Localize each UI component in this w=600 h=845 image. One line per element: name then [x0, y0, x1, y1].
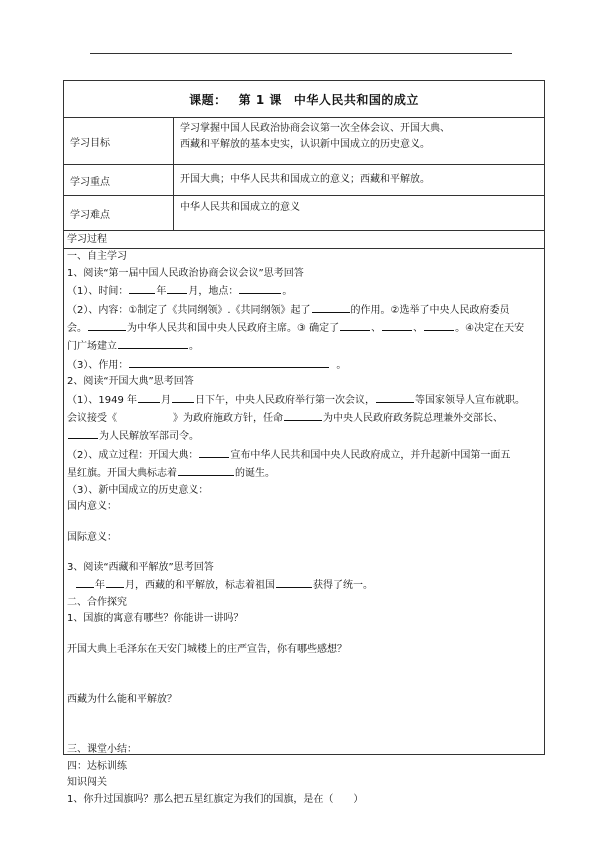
- q1-2-text-g: 。④决定在天安: [455, 323, 525, 335]
- q1-2-text-f: 、: [413, 323, 424, 335]
- goal-label: 学习目标: [64, 118, 174, 164]
- title-row: [64, 81, 544, 118]
- question-1-3: [67, 356, 541, 374]
- q1-2-text-d: 为中华人民共和国中央人民政府主席。③ 确定了: [127, 323, 340, 335]
- lesson-number: 第 1 课: [238, 92, 282, 107]
- question-2-1-end: [67, 427, 541, 445]
- q1-1-text-a: （1）、时间：: [67, 286, 129, 298]
- question-1-2: [67, 301, 541, 319]
- q2-1-text-a: （1）、1949 年: [67, 394, 137, 406]
- learning-process: [64, 231, 544, 805]
- q1-2-text-e: 、: [371, 323, 382, 335]
- lesson-plan-table: [63, 80, 545, 805]
- question-2-2-cont: [67, 464, 541, 482]
- q2-2-text-c: 星红旗。开国大典标志着: [67, 468, 177, 480]
- q2-2-text-b: 宣布中华人民共和国中央人民政府成立，并升起新中国第一面五: [230, 449, 511, 461]
- fill-blank[interactable]: [376, 391, 414, 403]
- fill-blank[interactable]: [118, 337, 188, 349]
- q2-2-text-d: 的诞生。: [235, 468, 275, 480]
- goal-line-1: 学习掌握中国人民政治协商会议第一次全体会议、开国大典、: [180, 123, 450, 134]
- q3-text-c: 获得了统一。: [313, 580, 373, 592]
- fill-blank[interactable]: [129, 282, 155, 294]
- fill-blank[interactable]: [129, 356, 329, 368]
- q1-1-text-b: 年: [156, 286, 167, 298]
- difficulty-text: 中华人民共和国成立的意义: [180, 202, 300, 213]
- section-self-study: 一、自主学习: [67, 251, 127, 263]
- question-3: [67, 576, 541, 594]
- goal-row: [64, 118, 544, 165]
- question-2-2: [67, 446, 541, 464]
- fill-blank[interactable]: [199, 446, 229, 458]
- q1-2-text-h: 门广场建立: [67, 341, 117, 353]
- goal-text: [174, 118, 544, 164]
- focus-text: 开国大典；中华人民共和国成立的意义；西藏和平解放。: [180, 174, 430, 185]
- q1-2-text-b: 的作用。②选举了中央人民政府委员: [350, 304, 510, 316]
- q3-text-b: 月，西藏的和平解放，标志着祖国: [125, 580, 275, 592]
- question-2-title: 2、阅读“开国大典”思考回答: [67, 376, 194, 388]
- fill-blank[interactable]: [88, 319, 126, 331]
- knowledge-question-1: 1、你升过国旗吗？那么把五星红旗定为我们的国旗，是在（ ）: [67, 793, 364, 805]
- difficulty-label: 学习难点: [64, 196, 174, 230]
- question-1-2-end: [67, 337, 541, 355]
- process-heading: 学习过程: [64, 232, 544, 249]
- q1-2-text-c: 会。: [67, 323, 87, 335]
- goal-line-2: 西藏和平解放的基本史实，认识新中国成立的历史意义。: [180, 139, 430, 150]
- q2-1-text-c: 日下午，中央人民政府举行第一次会议，: [195, 394, 375, 406]
- fill-blank[interactable]: [382, 319, 412, 331]
- q1-3-text-a: （3）、作用：: [67, 359, 129, 371]
- question-2-1-cont: [67, 409, 541, 427]
- q1-2-text-i: 。: [189, 341, 199, 353]
- cooperation-question-1: 1、国旗的寓意有哪些？你能讲一讲吗？: [67, 613, 244, 625]
- fill-blank[interactable]: [138, 391, 160, 403]
- q2-2-text-a: （2）、成立过程：开国大典：: [67, 449, 199, 461]
- question-2-1: [67, 391, 541, 409]
- fill-blank[interactable]: [106, 576, 124, 588]
- fill-blank[interactable]: [284, 409, 322, 421]
- q2-1-text-f: 》为政府施政方针，任命: [173, 413, 283, 425]
- q2-1-text-b: 月: [161, 394, 171, 406]
- fill-blank[interactable]: [167, 282, 187, 294]
- cooperation-question-2: 开国大典上毛泽东在天安门城楼上的庄严宣告，你有哪些感想？: [67, 643, 347, 655]
- fill-blank[interactable]: [340, 319, 370, 331]
- q3-text-a: 年: [95, 580, 105, 592]
- question-1-2-cont: [67, 319, 541, 337]
- fill-blank[interactable]: [239, 282, 281, 294]
- domestic-significance: 国内意义：: [67, 501, 117, 513]
- title-prefix: 课题：: [189, 92, 227, 107]
- question-1-1: [67, 282, 541, 300]
- q2-1-text-d: 等国家领导人宣布就职。: [415, 394, 525, 406]
- fill-blank[interactable]: [68, 427, 98, 439]
- knowledge-heading: 知识闯关: [67, 777, 107, 789]
- header-rule: [90, 53, 512, 54]
- question-3-title: 3、阅读“西藏和平解放”思考回答: [67, 561, 214, 573]
- fill-blank[interactable]: [178, 464, 234, 476]
- fill-blank[interactable]: [172, 391, 194, 403]
- question-1-title: 1、阅读“第一届中国人民政治协商会议会议”思考回答: [67, 267, 304, 279]
- cooperation-question-3: 西藏为什么能和平解放？: [67, 693, 177, 705]
- focus-row: [64, 165, 544, 196]
- q2-1-text-g: 为中央人民政府政务院总理兼外交部长、: [323, 413, 503, 425]
- fill-blank[interactable]: [424, 319, 454, 331]
- fill-blank[interactable]: [312, 301, 350, 313]
- section-training: 四：达标训练: [67, 760, 127, 772]
- q1-1-text-d: 。: [282, 286, 293, 298]
- q2-1-text-e: 会议接受《: [67, 413, 117, 425]
- question-2-3: （3）、新中国成立的历史意义：: [67, 484, 209, 496]
- q2-1-text-h: 为人民解放军部司令。: [99, 431, 199, 443]
- international-significance: 国际意义：: [67, 531, 117, 543]
- q1-2-text-a: （2）、内容：①制定了《共同纲领》.《共同纲领》起了: [67, 304, 311, 316]
- fill-blank[interactable]: [276, 576, 312, 588]
- section-cooperation: 二、合作探究: [67, 596, 127, 608]
- difficulty-row: [64, 196, 544, 231]
- q1-1-text-c: 月，地点：: [188, 286, 239, 298]
- fill-blank[interactable]: [76, 576, 94, 588]
- section-summary: 三、课堂小结：: [67, 744, 137, 756]
- focus-label: 学习重点: [64, 165, 174, 195]
- q1-3-text-b: 。: [336, 359, 347, 371]
- lesson-title: 中华人民共和国的成立: [293, 92, 419, 107]
